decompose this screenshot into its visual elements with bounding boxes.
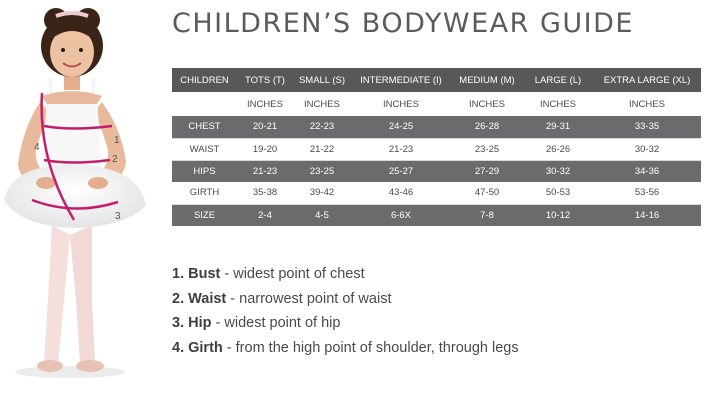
units-row (172, 92, 701, 116)
table-cell: 33-35 (634, 121, 660, 133)
table-cell: 7-8 (480, 209, 494, 221)
legend-description: - widest point of hip (211, 315, 341, 331)
table-cell: 30-32 (545, 165, 571, 177)
table-cell: 26-26 (545, 143, 571, 155)
legend-term: 1. Bust (172, 266, 221, 282)
table-cell: 21-22 (309, 143, 335, 155)
table-cell: 43-46 (388, 187, 414, 199)
legend-term: 3. Hip (172, 315, 212, 331)
table-cell: 29-31 (545, 121, 571, 133)
table-cell: 22-23 (309, 121, 335, 133)
table-cell: 50-53 (545, 187, 571, 199)
table-cell: 19-20 (252, 143, 278, 155)
legend-item-bust (172, 262, 519, 287)
table-cell: 23-25 (309, 165, 335, 177)
legend-item-girth (172, 336, 519, 361)
units-cell: INCHES (247, 98, 283, 110)
table-cell: 21-23 (252, 165, 278, 177)
table-cell: 34-36 (634, 165, 660, 177)
row-label: WAIST (189, 143, 220, 155)
header-medium: MEDIUM (M) (459, 74, 515, 86)
header-tots: TOTS (T) (245, 74, 285, 86)
table-cell: 27-29 (474, 165, 500, 177)
table-cell: 20-21 (252, 121, 278, 133)
table-cell: 4-5 (315, 209, 329, 221)
waist-marker: 2 (112, 154, 118, 165)
table-cell: 25-27 (388, 165, 414, 177)
table-cell: 39-42 (309, 187, 335, 199)
table-cell: 26-28 (474, 121, 500, 133)
units-cell: INCHES (383, 98, 419, 110)
table-row-chest (172, 116, 701, 138)
units-cell: INCHES (540, 98, 576, 110)
size-chart-table (172, 68, 701, 226)
table-cell: 23-25 (474, 143, 500, 155)
table-row-girth (172, 182, 701, 204)
legend-term: 2. Waist (172, 290, 227, 307)
row-label: GIRTH (189, 187, 220, 199)
header-children: CHILDREN (180, 74, 229, 86)
row-label: CHEST (188, 121, 221, 133)
table-cell: 21-23 (388, 143, 414, 155)
units-cell: INCHES (469, 98, 505, 110)
table-cell: 47-50 (474, 187, 500, 199)
table-cell: 53-56 (634, 187, 660, 199)
table-row-waist (172, 138, 701, 160)
header-extra-large: EXTRA LARGE (XL) (603, 74, 691, 86)
table-cell: 14-16 (634, 209, 660, 221)
measurement-legend (172, 262, 519, 360)
table-cell: 30-32 (634, 143, 660, 155)
row-label: SIZE (193, 209, 216, 221)
table-header-row (172, 68, 701, 92)
units-cell: INCHES (629, 98, 665, 110)
header-intermediate: INTERMEDIATE (I) (360, 74, 442, 86)
table-row-hips (172, 160, 701, 182)
child-dancer-photo (0, 0, 165, 403)
legend-item-hip (172, 311, 519, 336)
hip-marker: 3 (115, 211, 121, 222)
table-row-size (172, 204, 701, 226)
table-cell: 35-38 (252, 187, 278, 199)
girth-marker: 4 (34, 142, 40, 153)
row-label: HIPS (193, 165, 216, 177)
units-cell (172, 92, 237, 116)
legend-term: 4. Girth (172, 339, 223, 356)
table-cell: 6-6X (390, 209, 412, 221)
legend-description: - from the high point of shoulder, through legs (222, 339, 519, 356)
page-title: CHILDREN’S BODYWEAR GUIDE (172, 8, 634, 39)
legend-description: - narrowest point of waist (226, 290, 392, 307)
header-small: SMALL (S) (298, 74, 346, 86)
table-cell: 10-12 (545, 209, 571, 221)
legend-item-waist (172, 287, 519, 312)
header-large: LARGE (L) (534, 74, 582, 86)
table-cell: 24-25 (388, 121, 414, 133)
bust-marker: 1 (114, 135, 120, 146)
legend-description: - widest point of chest (220, 266, 365, 282)
table-cell: 2-4 (258, 209, 272, 221)
units-cell: INCHES (304, 98, 340, 110)
